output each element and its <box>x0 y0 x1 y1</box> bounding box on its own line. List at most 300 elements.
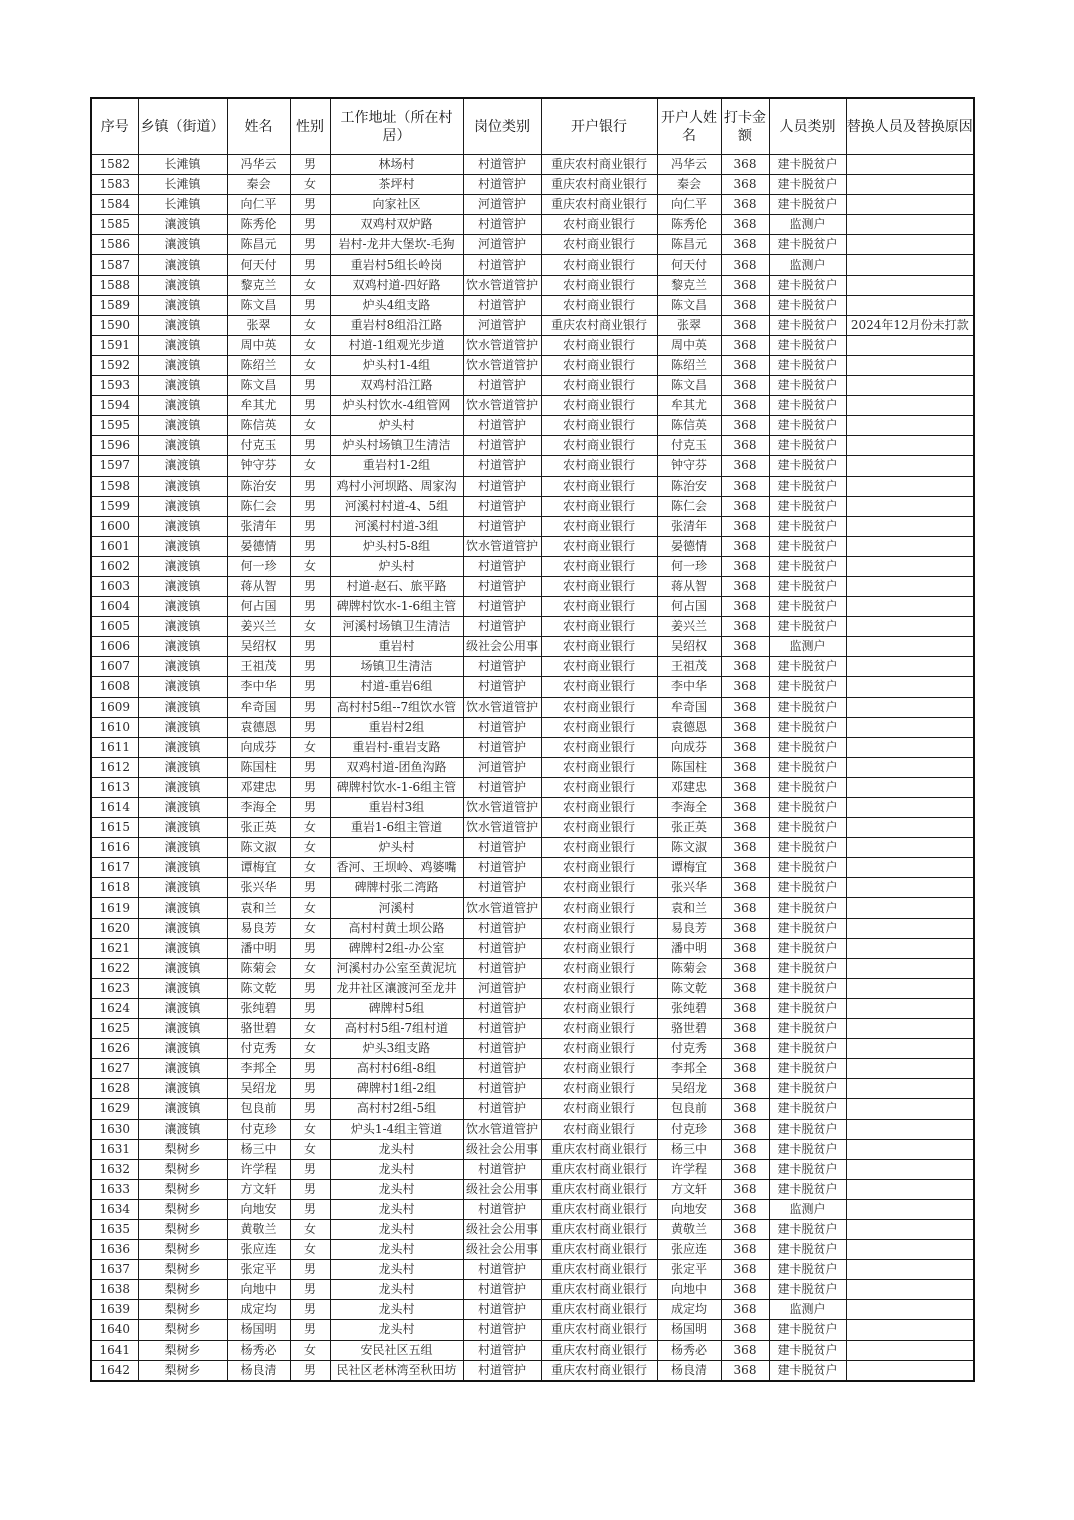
cell-name: 杨国明 <box>227 1320 290 1340</box>
cell-serial: 1604 <box>91 597 138 617</box>
cell-replacement-reason <box>846 818 974 838</box>
cell-serial: 1589 <box>91 295 138 315</box>
cell-gender: 男 <box>290 1199 330 1219</box>
table-row <box>91 476 974 496</box>
table-row <box>91 456 974 476</box>
cell-gender: 男 <box>290 1179 330 1199</box>
cell-person-category: 建卡脱贫户 <box>769 416 846 436</box>
cell-gender: 男 <box>290 1360 330 1381</box>
header-name: 姓名 <box>227 98 290 155</box>
cell-bank: 重庆农村商业银行 <box>541 1240 657 1260</box>
cell-replacement-reason <box>846 1039 974 1059</box>
cell-person-category: 监测户 <box>769 1199 846 1219</box>
cell-township: 瀼渡镇 <box>138 838 227 858</box>
cell-post-type: 级社会公用事 <box>463 1179 541 1199</box>
cell-township: 瀼渡镇 <box>138 215 227 235</box>
cell-work-address: 龙头村 <box>330 1179 463 1199</box>
cell-serial: 1608 <box>91 677 138 697</box>
cell-serial: 1629 <box>91 1099 138 1119</box>
cell-account-holder: 陈文乾 <box>657 978 721 998</box>
cell-name: 吴绍龙 <box>227 1079 290 1099</box>
table-row <box>91 958 974 978</box>
cell-person-category: 建卡脱贫户 <box>769 938 846 958</box>
cell-amount: 368 <box>721 556 769 576</box>
cell-person-category: 监测户 <box>769 215 846 235</box>
cell-person-category: 建卡脱贫户 <box>769 777 846 797</box>
cell-serial: 1591 <box>91 335 138 355</box>
cell-work-address: 高村村5组-7组村道 <box>330 1019 463 1039</box>
table-row <box>91 396 974 416</box>
table-row <box>91 1099 974 1119</box>
cell-name: 冯华云 <box>227 155 290 175</box>
cell-account-holder: 付克珍 <box>657 1119 721 1139</box>
header-work-address: 工作地址（所在村居） <box>330 98 463 155</box>
cell-bank: 农村商业银行 <box>541 376 657 396</box>
cell-replacement-reason <box>846 878 974 898</box>
table-row <box>91 918 974 938</box>
table-row <box>91 1019 974 1039</box>
table-row <box>91 1240 974 1260</box>
cell-account-holder: 向地安 <box>657 1199 721 1219</box>
cell-township: 梨树乡 <box>138 1240 227 1260</box>
cell-township: 瀼渡镇 <box>138 998 227 1018</box>
cell-post-type: 河道管护 <box>463 235 541 255</box>
cell-replacement-reason <box>846 918 974 938</box>
cell-name: 杨秀必 <box>227 1340 290 1360</box>
cell-bank: 农村商业银行 <box>541 1079 657 1099</box>
cell-serial: 1584 <box>91 195 138 215</box>
cell-account-holder: 易良芳 <box>657 918 721 938</box>
cell-replacement-reason <box>846 1360 974 1381</box>
cell-amount: 368 <box>721 858 769 878</box>
header-township: 乡镇（街道） <box>138 98 227 155</box>
cell-bank: 农村商业银行 <box>541 697 657 717</box>
cell-serial: 1630 <box>91 1119 138 1139</box>
cell-township: 瀼渡镇 <box>138 978 227 998</box>
table-row <box>91 295 974 315</box>
cell-gender: 女 <box>290 617 330 637</box>
cell-amount: 368 <box>721 536 769 556</box>
cell-account-holder: 李邦全 <box>657 1059 721 1079</box>
cell-work-address: 炉头1-4组主管道 <box>330 1119 463 1139</box>
cell-work-address: 高村村5组--7组饮水管 <box>330 697 463 717</box>
cell-gender: 男 <box>290 376 330 396</box>
cell-person-category: 建卡脱贫户 <box>769 556 846 576</box>
cell-gender: 男 <box>290 1320 330 1340</box>
cell-bank: 农村商业银行 <box>541 777 657 797</box>
cell-township: 瀼渡镇 <box>138 235 227 255</box>
cell-bank: 重庆农村商业银行 <box>541 1280 657 1300</box>
cell-account-holder: 向仁平 <box>657 195 721 215</box>
cell-amount: 368 <box>721 617 769 637</box>
cell-township: 瀼渡镇 <box>138 958 227 978</box>
table-row <box>91 617 974 637</box>
cell-bank: 重庆农村商业银行 <box>541 1139 657 1159</box>
cell-name: 何一珍 <box>227 556 290 576</box>
cell-replacement-reason <box>846 396 974 416</box>
cell-person-category: 建卡脱贫户 <box>769 1099 846 1119</box>
cell-post-type: 饮水管道管护 <box>463 275 541 295</box>
cell-bank: 农村商业银行 <box>541 818 657 838</box>
cell-person-category: 监测户 <box>769 637 846 657</box>
header-account-holder: 开户人姓名 <box>657 98 721 155</box>
cell-work-address: 向家社区 <box>330 195 463 215</box>
cell-gender: 女 <box>290 315 330 335</box>
cell-post-type: 村道管护 <box>463 1199 541 1219</box>
cell-replacement-reason <box>846 757 974 777</box>
spreadsheet-page <box>90 97 975 1382</box>
cell-gender: 男 <box>290 777 330 797</box>
table-row <box>91 878 974 898</box>
cell-name: 杨三中 <box>227 1139 290 1159</box>
cell-township: 瀼渡镇 <box>138 355 227 375</box>
cell-post-type: 级社会公用事 <box>463 1240 541 1260</box>
cell-account-holder: 牟其尤 <box>657 396 721 416</box>
cell-serial: 1601 <box>91 536 138 556</box>
cell-serial: 1624 <box>91 998 138 1018</box>
cell-account-holder: 何占国 <box>657 597 721 617</box>
cell-amount: 368 <box>721 195 769 215</box>
cell-person-category: 建卡脱贫户 <box>769 1019 846 1039</box>
cell-account-holder: 黄敬兰 <box>657 1219 721 1239</box>
table-row <box>91 1139 974 1159</box>
cell-bank: 重庆农村商业银行 <box>541 175 657 195</box>
cell-work-address: 高村村2组-5组 <box>330 1099 463 1119</box>
cell-amount: 368 <box>721 1139 769 1159</box>
table-row <box>91 637 974 657</box>
cell-bank: 重庆农村商业银行 <box>541 1199 657 1219</box>
cell-post-type: 村道管护 <box>463 1360 541 1381</box>
cell-post-type: 村道管护 <box>463 516 541 536</box>
cell-gender: 女 <box>290 858 330 878</box>
cell-township: 瀼渡镇 <box>138 556 227 576</box>
cell-account-holder: 张定平 <box>657 1260 721 1280</box>
cell-account-holder: 蒋从智 <box>657 576 721 596</box>
cell-township: 梨树乡 <box>138 1360 227 1381</box>
cell-serial: 1636 <box>91 1240 138 1260</box>
table-row <box>91 496 974 516</box>
cell-work-address: 龙头村 <box>330 1159 463 1179</box>
cell-post-type: 村道管护 <box>463 737 541 757</box>
cell-person-category: 建卡脱贫户 <box>769 657 846 677</box>
cell-work-address: 龙头村 <box>330 1219 463 1239</box>
cell-serial: 1642 <box>91 1360 138 1381</box>
cell-replacement-reason <box>846 1260 974 1280</box>
cell-replacement-reason <box>846 355 974 375</box>
cell-bank: 重庆农村商业银行 <box>541 1219 657 1239</box>
cell-post-type: 村道管护 <box>463 1300 541 1320</box>
cell-post-type: 村道管护 <box>463 1079 541 1099</box>
cell-amount: 368 <box>721 777 769 797</box>
cell-replacement-reason <box>846 777 974 797</box>
cell-gender: 女 <box>290 416 330 436</box>
cell-name: 陈秀伦 <box>227 215 290 235</box>
cell-account-holder: 成定均 <box>657 1300 721 1320</box>
cell-township: 梨树乡 <box>138 1300 227 1320</box>
cell-name: 黎克兰 <box>227 275 290 295</box>
cell-work-address: 重岩村-重岩支路 <box>330 737 463 757</box>
table-row <box>91 697 974 717</box>
cell-gender: 男 <box>290 1159 330 1179</box>
cell-serial: 1614 <box>91 798 138 818</box>
cell-account-holder: 邓建忠 <box>657 777 721 797</box>
cell-gender: 男 <box>290 476 330 496</box>
cell-amount: 368 <box>721 376 769 396</box>
cell-bank: 农村商业银行 <box>541 215 657 235</box>
cell-replacement-reason <box>846 1280 974 1300</box>
cell-replacement-reason <box>846 335 974 355</box>
cell-name: 杨良清 <box>227 1360 290 1381</box>
cell-amount: 368 <box>721 1019 769 1039</box>
cell-account-holder: 何一珍 <box>657 556 721 576</box>
cell-township: 梨树乡 <box>138 1280 227 1300</box>
cell-amount: 368 <box>721 1119 769 1139</box>
cell-post-type: 村道管护 <box>463 376 541 396</box>
cell-account-holder: 李海全 <box>657 798 721 818</box>
cell-serial: 1609 <box>91 697 138 717</box>
cell-bank: 农村商业银行 <box>541 456 657 476</box>
cell-township: 瀼渡镇 <box>138 717 227 737</box>
cell-amount: 368 <box>721 958 769 978</box>
cell-gender: 女 <box>290 1139 330 1159</box>
cell-post-type: 村道管护 <box>463 878 541 898</box>
cell-amount: 368 <box>721 918 769 938</box>
table-body <box>91 155 974 1381</box>
cell-work-address: 河溪村村道-3组 <box>330 516 463 536</box>
cell-post-type: 村道管护 <box>463 1019 541 1039</box>
cell-gender: 男 <box>290 798 330 818</box>
cell-gender: 女 <box>290 1119 330 1139</box>
cell-name: 陈文昌 <box>227 295 290 315</box>
cell-name: 陈昌元 <box>227 235 290 255</box>
cell-post-type: 村道管护 <box>463 155 541 175</box>
header-bank: 开户银行 <box>541 98 657 155</box>
cell-gender: 男 <box>290 938 330 958</box>
cell-serial: 1618 <box>91 878 138 898</box>
cell-replacement-reason <box>846 657 974 677</box>
cell-account-holder: 吴绍龙 <box>657 1079 721 1099</box>
cell-work-address: 重岩1-6组主管道 <box>330 818 463 838</box>
cell-bank: 重庆农村商业银行 <box>541 195 657 215</box>
cell-amount: 368 <box>721 476 769 496</box>
table-row <box>91 717 974 737</box>
cell-post-type: 村道管护 <box>463 215 541 235</box>
cell-township: 瀼渡镇 <box>138 576 227 596</box>
cell-post-type: 饮水管道管护 <box>463 536 541 556</box>
cell-serial: 1598 <box>91 476 138 496</box>
cell-gender: 男 <box>290 998 330 1018</box>
cell-serial: 1641 <box>91 1340 138 1360</box>
cell-township: 梨树乡 <box>138 1159 227 1179</box>
cell-township: 瀼渡镇 <box>138 677 227 697</box>
cell-township: 瀼渡镇 <box>138 657 227 677</box>
header-post-type: 岗位类别 <box>463 98 541 155</box>
cell-replacement-reason <box>846 275 974 295</box>
cell-account-holder: 方文轩 <box>657 1179 721 1199</box>
cell-bank: 重庆农村商业银行 <box>541 1340 657 1360</box>
cell-township: 瀼渡镇 <box>138 858 227 878</box>
cell-person-category: 建卡脱贫户 <box>769 396 846 416</box>
table-row <box>91 175 974 195</box>
cell-serial: 1605 <box>91 617 138 637</box>
cell-gender: 女 <box>290 958 330 978</box>
cell-post-type: 村道管护 <box>463 456 541 476</box>
cell-amount: 368 <box>721 1240 769 1260</box>
cell-replacement-reason <box>846 456 974 476</box>
cell-work-address: 河溪村 <box>330 898 463 918</box>
table-row <box>91 1039 974 1059</box>
cell-account-holder: 张应连 <box>657 1240 721 1260</box>
cell-work-address: 河溪村办公室至黄泥坑 <box>330 958 463 978</box>
cell-bank: 农村商业银行 <box>541 255 657 275</box>
cell-work-address: 场镇卫生清洁 <box>330 657 463 677</box>
cell-person-category: 建卡脱贫户 <box>769 1179 846 1199</box>
cell-replacement-reason <box>846 737 974 757</box>
cell-person-category: 建卡脱贫户 <box>769 617 846 637</box>
cell-person-category: 建卡脱贫户 <box>769 998 846 1018</box>
cell-work-address: 鸡村小河坝路、周家沟 <box>330 476 463 496</box>
cell-township: 梨树乡 <box>138 1340 227 1360</box>
cell-account-holder: 袁德恩 <box>657 717 721 737</box>
cell-township: 瀼渡镇 <box>138 697 227 717</box>
cell-name: 方文轩 <box>227 1179 290 1199</box>
cell-amount: 368 <box>721 235 769 255</box>
cell-amount: 368 <box>721 275 769 295</box>
cell-serial: 1590 <box>91 315 138 335</box>
cell-replacement-reason <box>846 175 974 195</box>
cell-township: 瀼渡镇 <box>138 416 227 436</box>
cell-bank: 农村商业银行 <box>541 878 657 898</box>
cell-township: 梨树乡 <box>138 1219 227 1239</box>
cell-gender: 女 <box>290 175 330 195</box>
cell-serial: 1600 <box>91 516 138 536</box>
cell-name: 王祖茂 <box>227 657 290 677</box>
cell-post-type: 饮水管道管护 <box>463 396 541 416</box>
cell-account-holder: 付克玉 <box>657 436 721 456</box>
cell-account-holder: 钟守芬 <box>657 456 721 476</box>
cell-replacement-reason <box>846 697 974 717</box>
cell-work-address: 炉头村 <box>330 556 463 576</box>
cell-amount: 368 <box>721 1059 769 1079</box>
cell-post-type: 河道管护 <box>463 315 541 335</box>
cell-person-category: 建卡脱贫户 <box>769 1039 846 1059</box>
cell-township: 瀼渡镇 <box>138 315 227 335</box>
table-row <box>91 335 974 355</box>
cell-name: 张应连 <box>227 1240 290 1260</box>
cell-amount: 368 <box>721 1039 769 1059</box>
cell-replacement-reason <box>846 637 974 657</box>
cell-name: 黄敬兰 <box>227 1219 290 1239</box>
table-row <box>91 757 974 777</box>
cell-township: 梨树乡 <box>138 1260 227 1280</box>
cell-work-address: 龙头村 <box>330 1300 463 1320</box>
cell-account-holder: 许学程 <box>657 1159 721 1179</box>
cell-name: 向地中 <box>227 1280 290 1300</box>
cell-gender: 女 <box>290 1240 330 1260</box>
cell-work-address: 林场村 <box>330 155 463 175</box>
cell-work-address: 河溪村村道-4、5组 <box>330 496 463 516</box>
cell-work-address: 村道-重岩6组 <box>330 677 463 697</box>
cell-work-address: 重岩村3组 <box>330 798 463 818</box>
cell-account-holder: 陈文淑 <box>657 838 721 858</box>
cell-bank: 农村商业银行 <box>541 516 657 536</box>
table-row <box>91 1300 974 1320</box>
table-row <box>91 516 974 536</box>
cell-amount: 368 <box>721 496 769 516</box>
cell-replacement-reason <box>846 1179 974 1199</box>
cell-bank: 农村商业银行 <box>541 978 657 998</box>
cell-township: 瀼渡镇 <box>138 496 227 516</box>
cell-person-category: 建卡脱贫户 <box>769 476 846 496</box>
cell-name: 秦会 <box>227 175 290 195</box>
cell-gender: 男 <box>290 295 330 315</box>
cell-person-category: 建卡脱贫户 <box>769 697 846 717</box>
cell-bank: 重庆农村商业银行 <box>541 1320 657 1340</box>
cell-post-type: 村道管护 <box>463 476 541 496</box>
table-row <box>91 235 974 255</box>
table-row <box>91 195 974 215</box>
cell-person-category: 建卡脱贫户 <box>769 175 846 195</box>
cell-work-address: 双鸡村沿江路 <box>330 376 463 396</box>
cell-bank: 农村商业银行 <box>541 536 657 556</box>
cell-township: 瀼渡镇 <box>138 737 227 757</box>
cell-gender: 男 <box>290 536 330 556</box>
cell-amount: 368 <box>721 175 769 195</box>
cell-replacement-reason <box>846 958 974 978</box>
cell-bank: 农村商业银行 <box>541 938 657 958</box>
cell-post-type: 村道管护 <box>463 416 541 436</box>
cell-serial: 1631 <box>91 1139 138 1159</box>
cell-serial: 1617 <box>91 858 138 878</box>
cell-person-category: 建卡脱贫户 <box>769 456 846 476</box>
cell-township: 瀼渡镇 <box>138 918 227 938</box>
header-person-category: 人员类别 <box>769 98 846 155</box>
table-row <box>91 597 974 617</box>
cell-person-category: 建卡脱贫户 <box>769 1360 846 1381</box>
cell-work-address: 龙头村 <box>330 1240 463 1260</box>
cell-gender: 女 <box>290 1219 330 1239</box>
cell-gender: 女 <box>290 898 330 918</box>
cell-replacement-reason <box>846 1139 974 1159</box>
cell-person-category: 建卡脱贫户 <box>769 757 846 777</box>
cell-serial: 1588 <box>91 275 138 295</box>
cell-gender: 男 <box>290 235 330 255</box>
cell-bank: 重庆农村商业银行 <box>541 1360 657 1381</box>
cell-post-type: 村道管护 <box>463 295 541 315</box>
cell-serial: 1628 <box>91 1079 138 1099</box>
cell-bank: 重庆农村商业银行 <box>541 1260 657 1280</box>
table-row <box>91 275 974 295</box>
cell-person-category: 建卡脱贫户 <box>769 1059 846 1079</box>
cell-account-holder: 杨国明 <box>657 1320 721 1340</box>
cell-person-category: 建卡脱贫户 <box>769 1159 846 1179</box>
cell-post-type: 村道管护 <box>463 1280 541 1300</box>
cell-account-holder: 付克秀 <box>657 1039 721 1059</box>
cell-person-category: 监测户 <box>769 1300 846 1320</box>
cell-post-type: 村道管护 <box>463 657 541 677</box>
cell-account-holder: 陈国柱 <box>657 757 721 777</box>
cell-post-type: 村道管护 <box>463 998 541 1018</box>
cell-replacement-reason <box>846 476 974 496</box>
cell-person-category: 建卡脱贫户 <box>769 155 846 175</box>
cell-gender: 男 <box>290 255 330 275</box>
cell-post-type: 村道管护 <box>463 1340 541 1360</box>
cell-name: 陈菊会 <box>227 958 290 978</box>
cell-amount: 368 <box>721 1179 769 1199</box>
cell-work-address: 龙头村 <box>330 1199 463 1219</box>
cell-work-address: 炉头村1-4组 <box>330 355 463 375</box>
cell-work-address: 碑牌村1组-2组 <box>330 1079 463 1099</box>
